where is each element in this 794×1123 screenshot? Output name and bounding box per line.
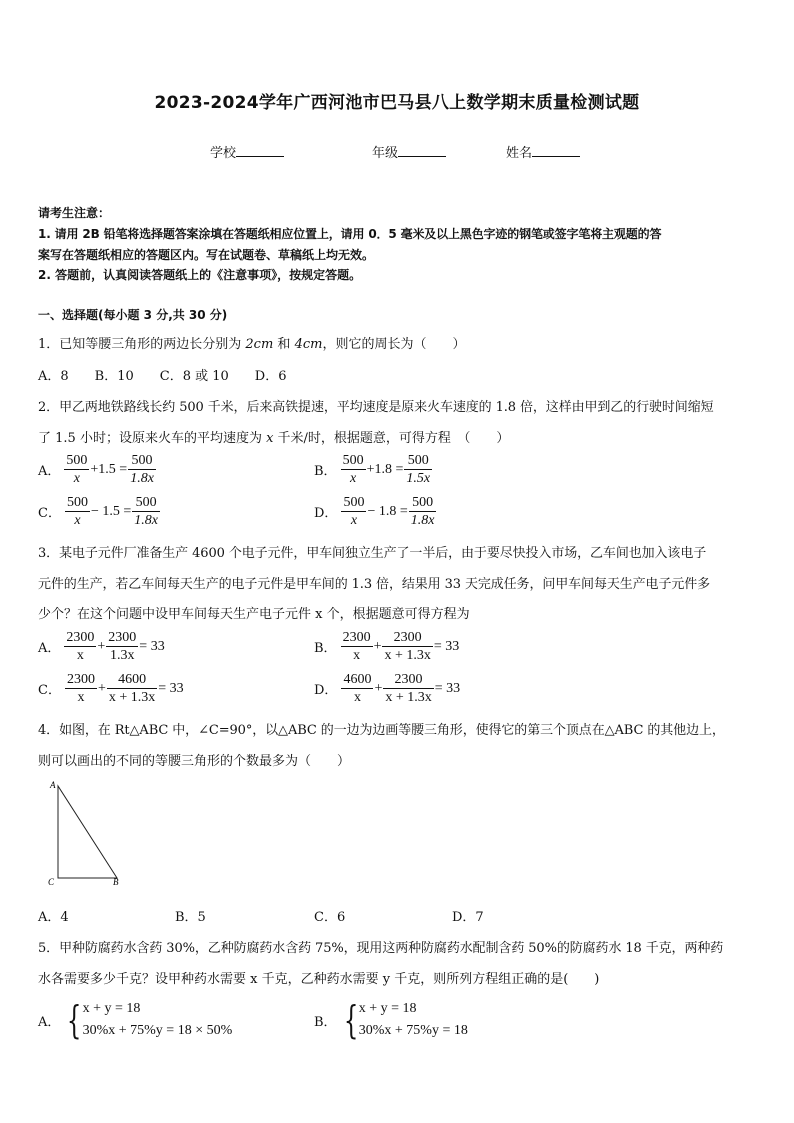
q2-option-b[interactable]: B． $\frac{500}{x}$ +1.8 = $\frac{500}{1.5x}$: [314, 453, 431, 486]
question-3-line-3: 少个？在这个问题中设甲车间每天生产电子元件 x 个，根据题意可得方程为: [38, 607, 470, 622]
question-4-line-1: 4．如图，在 Rt△ABC 中，∠C=90°，以△ABC 的一边为边画等腰三角形，使得它的第三个顶点在△ABC 的其他边上，: [38, 723, 725, 738]
question-1: 1．已知等腰三角形的两边长分别为 2cm 和 4cm，则它的周长为（ ）: [38, 337, 466, 352]
notice-line-2: 2. 答题前，认真阅读答题纸上的《注意事项》，按规定答题。: [38, 268, 362, 282]
grade-field: [372, 142, 446, 161]
question-2-line-2: 了 1.5 小时；设原来火车的平均速度为 x 千米/时，根据题意，可得方程 （ ）: [38, 431, 510, 446]
q5-option-a[interactable]: A． { x + y = 18 30%x + 75%y = 18 × 50%: [38, 998, 233, 1042]
q3-option-b[interactable]: B． $\frac{2300}{x}$ + $\frac{2300}{x + 1.3x}$ = 33: [314, 630, 460, 663]
school-blank[interactable]: [236, 144, 284, 157]
vertex-c-label: C: [48, 877, 55, 887]
triangle-abc: [58, 786, 117, 878]
q2-option-c[interactable]: C． $\frac{500}{x}$ − 1.5 = $\frac{500}{1.8x}$: [38, 495, 158, 528]
question-5-line-1: 5．甲种防腐药水含药 30%，乙种防腐药水含药 75%，现用这两种防腐药水配制含药 50%的防腐药水 18 千克，两种药: [38, 941, 724, 956]
q2-option-d[interactable]: D． $\frac{500}{x}$ − 1.8 = $\frac{500}{1.8x}$: [314, 495, 435, 528]
question-4-line-2: 则可以画出的不同的等腰三角形的个数最多为（ ）: [38, 754, 351, 769]
school-label: 学校: [210, 146, 237, 161]
question-3-line-2: 元件的生产，若乙车间每天生产的电子元件是甲车间的 1.3 倍，结果用 33 天完成任务，问甲车间每天生产电子元件多: [38, 577, 711, 592]
q3-option-a[interactable]: A． $\frac{2300}{x}$ + $\frac{2300}{1.3x}$ = 33: [38, 630, 165, 663]
question-1-options: A．8 B．10 C．8 或 10 D．6: [38, 369, 287, 384]
name-label: 姓名: [506, 146, 533, 161]
question-2-line-1: 2．甲乙两地铁路线长约 500 千米，后来高铁提速，平均速度是原来火车速度的 1.8 倍，这样由甲到乙的行驶时间缩短: [38, 400, 714, 415]
notice-line-1a: 1. 请用 2B 铅笔将选择题答案涂填在答题纸相应位置上，请用 0．5 毫米及以上黑色字迹的钢笔或签字笔将主观题的答: [38, 227, 662, 241]
section-heading: 一、选择题(每小题 3 分,共 30 分): [38, 308, 228, 322]
vertex-a-label: A: [50, 780, 56, 790]
q4-option-d[interactable]: D．7: [452, 910, 484, 925]
q5-option-b[interactable]: B． { x + y = 18 30%x + 75%y = 18: [314, 998, 468, 1042]
q4-option-c[interactable]: C．6: [314, 910, 346, 925]
q4-option-b[interactable]: B．5: [175, 910, 206, 925]
grade-label: 年级: [372, 146, 399, 161]
q3-option-c[interactable]: C． $\frac{2300}{x}$ + $\frac{4600}{x + 1.3x}$ = 33: [38, 672, 184, 705]
notice-line-1b: 案写在答题纸相应的答题区内。写在试题卷、草稿纸上均无效。: [38, 248, 375, 262]
q3-option-d[interactable]: D． $\frac{4600}{x}$ + $\frac{2300}{x + 1.3x}$ = 33: [314, 672, 461, 705]
q4-option-a[interactable]: A．4: [38, 910, 69, 925]
triangle-figure: [44, 778, 134, 890]
notice-heading: 请考生注意：: [38, 206, 111, 220]
school-field: [210, 142, 284, 161]
q2-option-a[interactable]: A． $\frac{500}{x}$ +1.5 = $\frac{500}{1.8x}$: [38, 453, 154, 486]
name-field: [506, 142, 580, 161]
question-5-line-2: 水各需要多少千克？设甲种药水需要 x 千克，乙种药水需要 y 千克，则所列方程组正确的是( ): [38, 972, 600, 987]
grade-blank[interactable]: [398, 144, 446, 157]
vertex-b-label: B: [113, 877, 119, 887]
question-3-line-1: 3．某电子元件厂准备生产 4600 个电子元件，甲车间独立生产了一半后，由于要尽快投入市场，乙车间也加入该电子: [38, 546, 707, 561]
name-blank[interactable]: [532, 144, 580, 157]
page-title: 2023-2024学年广西河池市巴马县八上数学期末质量检测试题: [154, 93, 640, 113]
